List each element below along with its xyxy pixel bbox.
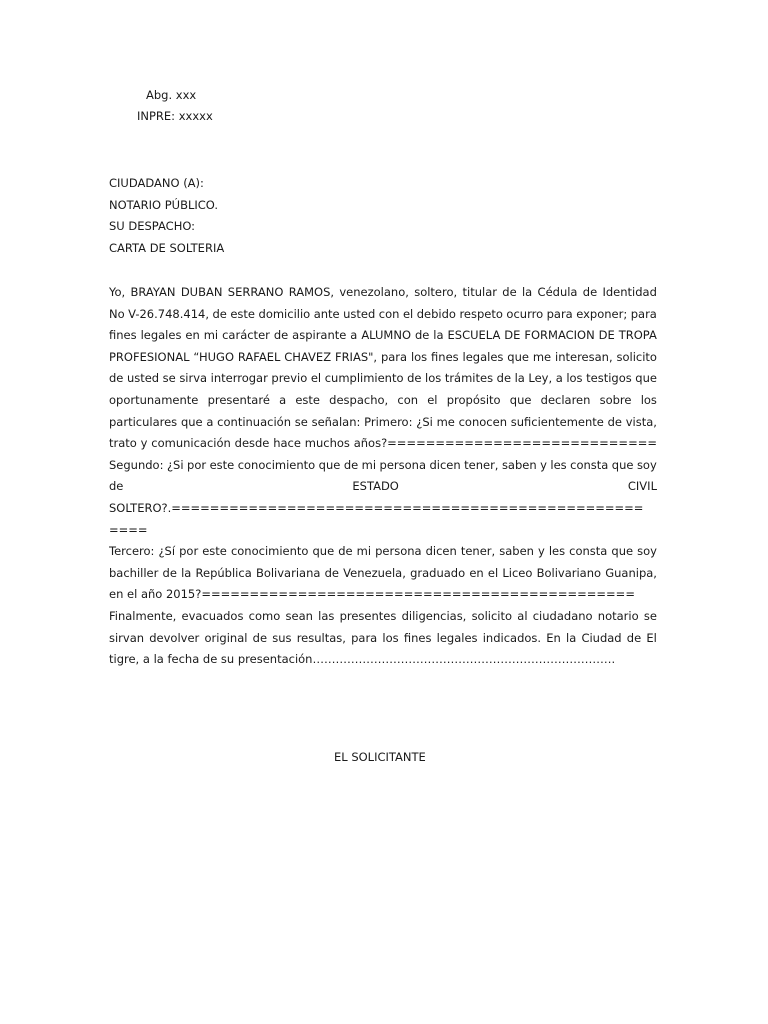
body-word: legales	[436, 630, 478, 645]
body-word: Guanipa,	[605, 565, 657, 580]
body-word: ciudadano	[532, 608, 593, 623]
body-word: mi	[356, 544, 372, 559]
body-word: señalan:	[311, 414, 361, 429]
body-word: los	[566, 371, 583, 386]
body-word: previo	[271, 371, 308, 386]
body-word: y	[537, 544, 545, 559]
body-word: comunicación	[151, 436, 231, 451]
body-word: de	[496, 371, 512, 386]
body-line	[109, 325, 657, 347]
body-word: ALUMNO	[361, 328, 412, 343]
body-word: Bolivariana	[255, 565, 321, 580]
estado-word-de: de	[109, 479, 124, 494]
body-word: diligencias,	[401, 608, 467, 623]
body-word: la	[433, 328, 444, 343]
body-word: con	[378, 306, 400, 321]
body-word: que	[507, 349, 529, 364]
body-word: de	[212, 306, 227, 321]
body-word: evacuados	[181, 608, 244, 623]
body-word: con	[397, 392, 419, 407]
body-word: para	[380, 349, 408, 364]
body-word: presentaré	[207, 392, 270, 407]
body-word: Bolivariano	[536, 565, 602, 580]
body-word: resultas,	[296, 630, 346, 645]
body-word: FORMACION	[524, 328, 595, 343]
body-word: este	[202, 544, 227, 559]
body-word: este	[295, 392, 320, 407]
body-line	[109, 390, 657, 412]
body-line	[109, 433, 657, 455]
body-word: “HUGO	[193, 349, 234, 364]
body-word: a	[555, 371, 563, 386]
body-word: TROPA	[618, 328, 657, 343]
body-word: de	[502, 285, 517, 299]
body-word: indicados.	[482, 630, 542, 645]
body-word: sobre	[599, 392, 632, 407]
body-word: por	[179, 544, 199, 559]
body-word: se	[643, 608, 657, 623]
body-word: Primero:	[364, 414, 413, 429]
body-word: despacho,	[329, 392, 389, 407]
body-word: consta	[570, 457, 609, 472]
body-word: de	[607, 414, 622, 429]
body-word: para	[546, 306, 573, 321]
body-word: les	[550, 457, 567, 472]
body-word: que	[318, 457, 341, 472]
body-line	[109, 628, 657, 650]
body-word: la	[566, 630, 577, 645]
body-word: los	[425, 371, 442, 386]
body-word: ante	[313, 306, 340, 321]
body-word: notario	[597, 608, 639, 623]
estado-word-estado: ESTADO	[352, 479, 399, 494]
body-word: tener,	[464, 457, 499, 472]
body-word: DE	[504, 328, 521, 343]
document-title: CARTA DE SOLTERIA	[109, 241, 225, 255]
body-word: venezolano,	[339, 285, 409, 299]
body-word: exponer;	[576, 306, 628, 321]
body-line	[109, 455, 657, 477]
signature-label: EL SOLICITANTE	[334, 750, 426, 764]
body-word: al	[517, 608, 528, 623]
body-word: respeto	[459, 306, 503, 321]
body-word: oportunamente	[109, 392, 199, 407]
body-word: República	[195, 565, 252, 580]
estado-word-civil: CIVIL	[627, 479, 657, 494]
body-word: solicito	[471, 608, 513, 623]
body-word: Cédula	[537, 285, 578, 299]
body-word: vista,	[625, 414, 657, 429]
body-word: Segundo:	[109, 457, 164, 472]
body-word: soy	[637, 544, 657, 559]
body-word: trato	[109, 436, 137, 451]
body-word: les	[548, 544, 566, 559]
body-word: No	[109, 306, 125, 321]
body-word: de	[324, 565, 339, 580]
body-word: se	[294, 414, 308, 429]
body-word: debido	[416, 306, 456, 321]
body-word: devolver	[149, 630, 200, 645]
body-word: SERRANO	[227, 285, 284, 299]
body-word: a	[350, 328, 358, 343]
body-word: de	[162, 565, 177, 580]
body-word: RAMOS,	[288, 285, 335, 299]
body-word: el	[310, 371, 322, 386]
body-word: sirva	[179, 371, 208, 386]
body-word: persona	[379, 457, 426, 472]
body-word: fines	[403, 630, 432, 645]
body-word: soltero,	[414, 285, 458, 299]
body-line	[109, 606, 657, 628]
body-word: el	[402, 306, 414, 321]
body-line	[109, 304, 657, 326]
body-word: PROFESIONAL	[109, 349, 190, 364]
body-word: legales	[140, 328, 182, 343]
body-word: mi	[361, 457, 377, 472]
body-word: para	[630, 306, 657, 321]
body-word: conocimiento	[237, 457, 316, 472]
body-word: de	[338, 544, 353, 559]
body-word: domicilio	[258, 306, 311, 321]
body-word: los	[410, 349, 428, 364]
body-word: Ciudad	[581, 630, 622, 645]
body-line	[109, 412, 657, 434]
body-word: la	[521, 285, 533, 299]
body-word: ESCUELA	[447, 328, 501, 343]
body-word: conocen	[458, 414, 507, 429]
body-word: que	[611, 544, 634, 559]
body-word: en	[469, 565, 484, 580]
body-word: El	[646, 630, 657, 645]
body-word: para	[351, 630, 378, 645]
body-word: este	[230, 306, 256, 321]
body-line	[109, 282, 657, 304]
body-word: Venezuela,	[343, 565, 406, 580]
body-line: ====	[109, 522, 148, 537]
body-word: ocurro	[506, 306, 544, 321]
body-word: particulares	[109, 414, 178, 429]
body-word: Tercero:	[109, 544, 155, 559]
body-word: BRAYAN	[130, 285, 176, 299]
body-word: declaren	[540, 392, 591, 407]
body-word: y	[140, 436, 148, 451]
inpre-number: INPRE: xxxxx	[137, 109, 213, 123]
body-word: hace	[273, 436, 301, 451]
body-word: de	[109, 371, 124, 386]
body-word: el	[427, 392, 438, 407]
body-word: por	[187, 457, 207, 472]
body-word: interrogar	[210, 371, 268, 386]
body-word: Liceo	[502, 565, 533, 580]
body-word: como	[248, 608, 281, 623]
body-word: ¿Si	[166, 457, 184, 472]
body-word: saben	[499, 544, 534, 559]
body-word: se	[162, 371, 176, 386]
body-word: a	[279, 392, 287, 407]
body-word: de	[273, 328, 289, 343]
body-line	[109, 368, 657, 390]
body-word: RAFAEL	[237, 349, 281, 364]
body-word: Finalmente,	[109, 608, 177, 623]
body-word: y	[540, 457, 547, 472]
body-word: que	[635, 371, 657, 386]
body-word: que	[509, 392, 532, 407]
body-word: la	[514, 371, 525, 386]
recipient-line-1: CIUDADANO (A):	[109, 176, 204, 190]
body-word: mi	[203, 328, 219, 343]
body-word: que	[312, 544, 335, 559]
body-word: original	[204, 630, 248, 645]
body-word: continuación	[217, 414, 291, 429]
body-word: años?============================	[353, 436, 657, 451]
body-word: conocimiento	[230, 544, 309, 559]
body-line	[109, 563, 657, 585]
body-word: ¿Sí	[158, 544, 176, 559]
letter-body	[109, 282, 657, 671]
body-word: En	[546, 630, 561, 645]
body-line	[109, 541, 657, 563]
body-line: en el año 2015?=============================================	[109, 587, 635, 602]
body-word: de	[407, 371, 422, 386]
body-word: presentes	[339, 608, 397, 623]
body-word: los	[382, 630, 399, 645]
body-word: ¿Si	[416, 414, 433, 429]
body-word: interesan,	[555, 349, 613, 364]
body-word: me	[436, 414, 455, 429]
body-word: tener,	[460, 544, 496, 559]
body-word: suficientemente	[510, 414, 604, 429]
body-word: titular	[462, 285, 497, 299]
body-word: soy	[636, 457, 657, 472]
body-word: en	[185, 328, 200, 343]
body-word: legales	[462, 349, 504, 364]
body-word: de	[414, 328, 430, 343]
body-word: CHAVEZ	[284, 349, 332, 364]
body-word: solicito	[616, 349, 657, 364]
body-word: que	[611, 457, 634, 472]
body-word: de	[626, 630, 642, 645]
body-word: saben	[501, 457, 537, 472]
body-word: a	[206, 414, 214, 429]
recipient-line-2: NOTARIO PÚBLICO.	[109, 198, 219, 212]
body-word: testigos	[586, 371, 632, 386]
body-word: este	[209, 457, 235, 472]
body-word: fines	[109, 328, 137, 343]
body-word: que	[180, 414, 203, 429]
body-word: persona	[375, 544, 422, 559]
body-word: dicen	[429, 457, 461, 472]
body-line	[109, 347, 657, 369]
body-word: los	[640, 392, 657, 407]
body-word: Yo,	[109, 285, 126, 299]
body-word: de	[582, 285, 598, 299]
body-word: usted	[343, 306, 376, 321]
body-word: DUBAN	[180, 285, 223, 299]
attorney-name: Abg. xxx	[146, 88, 197, 102]
body-word: propósito	[446, 392, 501, 407]
body-word: fines	[431, 349, 459, 364]
body-word: de	[343, 457, 359, 472]
body-line: tigre, a la fecha de su presentación…………………………………………………………………….	[109, 652, 616, 667]
body-word: usted	[126, 371, 160, 386]
body-word: sus	[272, 630, 292, 645]
body-word: carácter	[222, 328, 270, 343]
body-line: SOLTERO?.=================================================	[109, 500, 644, 515]
body-word: la	[181, 565, 192, 580]
body-word: el	[487, 565, 499, 580]
body-word: aspirante	[292, 328, 347, 343]
body-word: FRIAS",	[334, 349, 378, 364]
body-word: V-26.748.414,	[128, 306, 209, 321]
body-word: dicen	[425, 544, 457, 559]
body-word: DE	[598, 328, 615, 343]
body-word: trámites	[444, 371, 494, 386]
body-word: las	[318, 608, 335, 623]
body-word: consta	[569, 544, 608, 559]
body-word: me	[532, 349, 552, 364]
body-word: Ley,	[528, 371, 553, 386]
body-word: sean	[285, 608, 313, 623]
body-word: graduado	[410, 565, 466, 580]
body-word: sirvan	[109, 630, 145, 645]
body-word: desde	[234, 436, 270, 451]
body-word: de	[252, 630, 268, 645]
recipient-line-3: SU DESPACHO:	[109, 219, 196, 233]
estado-civil-line	[109, 476, 657, 498]
body-word: cumplimiento	[324, 371, 404, 386]
body-word: bachiller	[109, 565, 159, 580]
body-word: muchos	[304, 436, 350, 451]
body-word: Identidad	[602, 285, 657, 299]
